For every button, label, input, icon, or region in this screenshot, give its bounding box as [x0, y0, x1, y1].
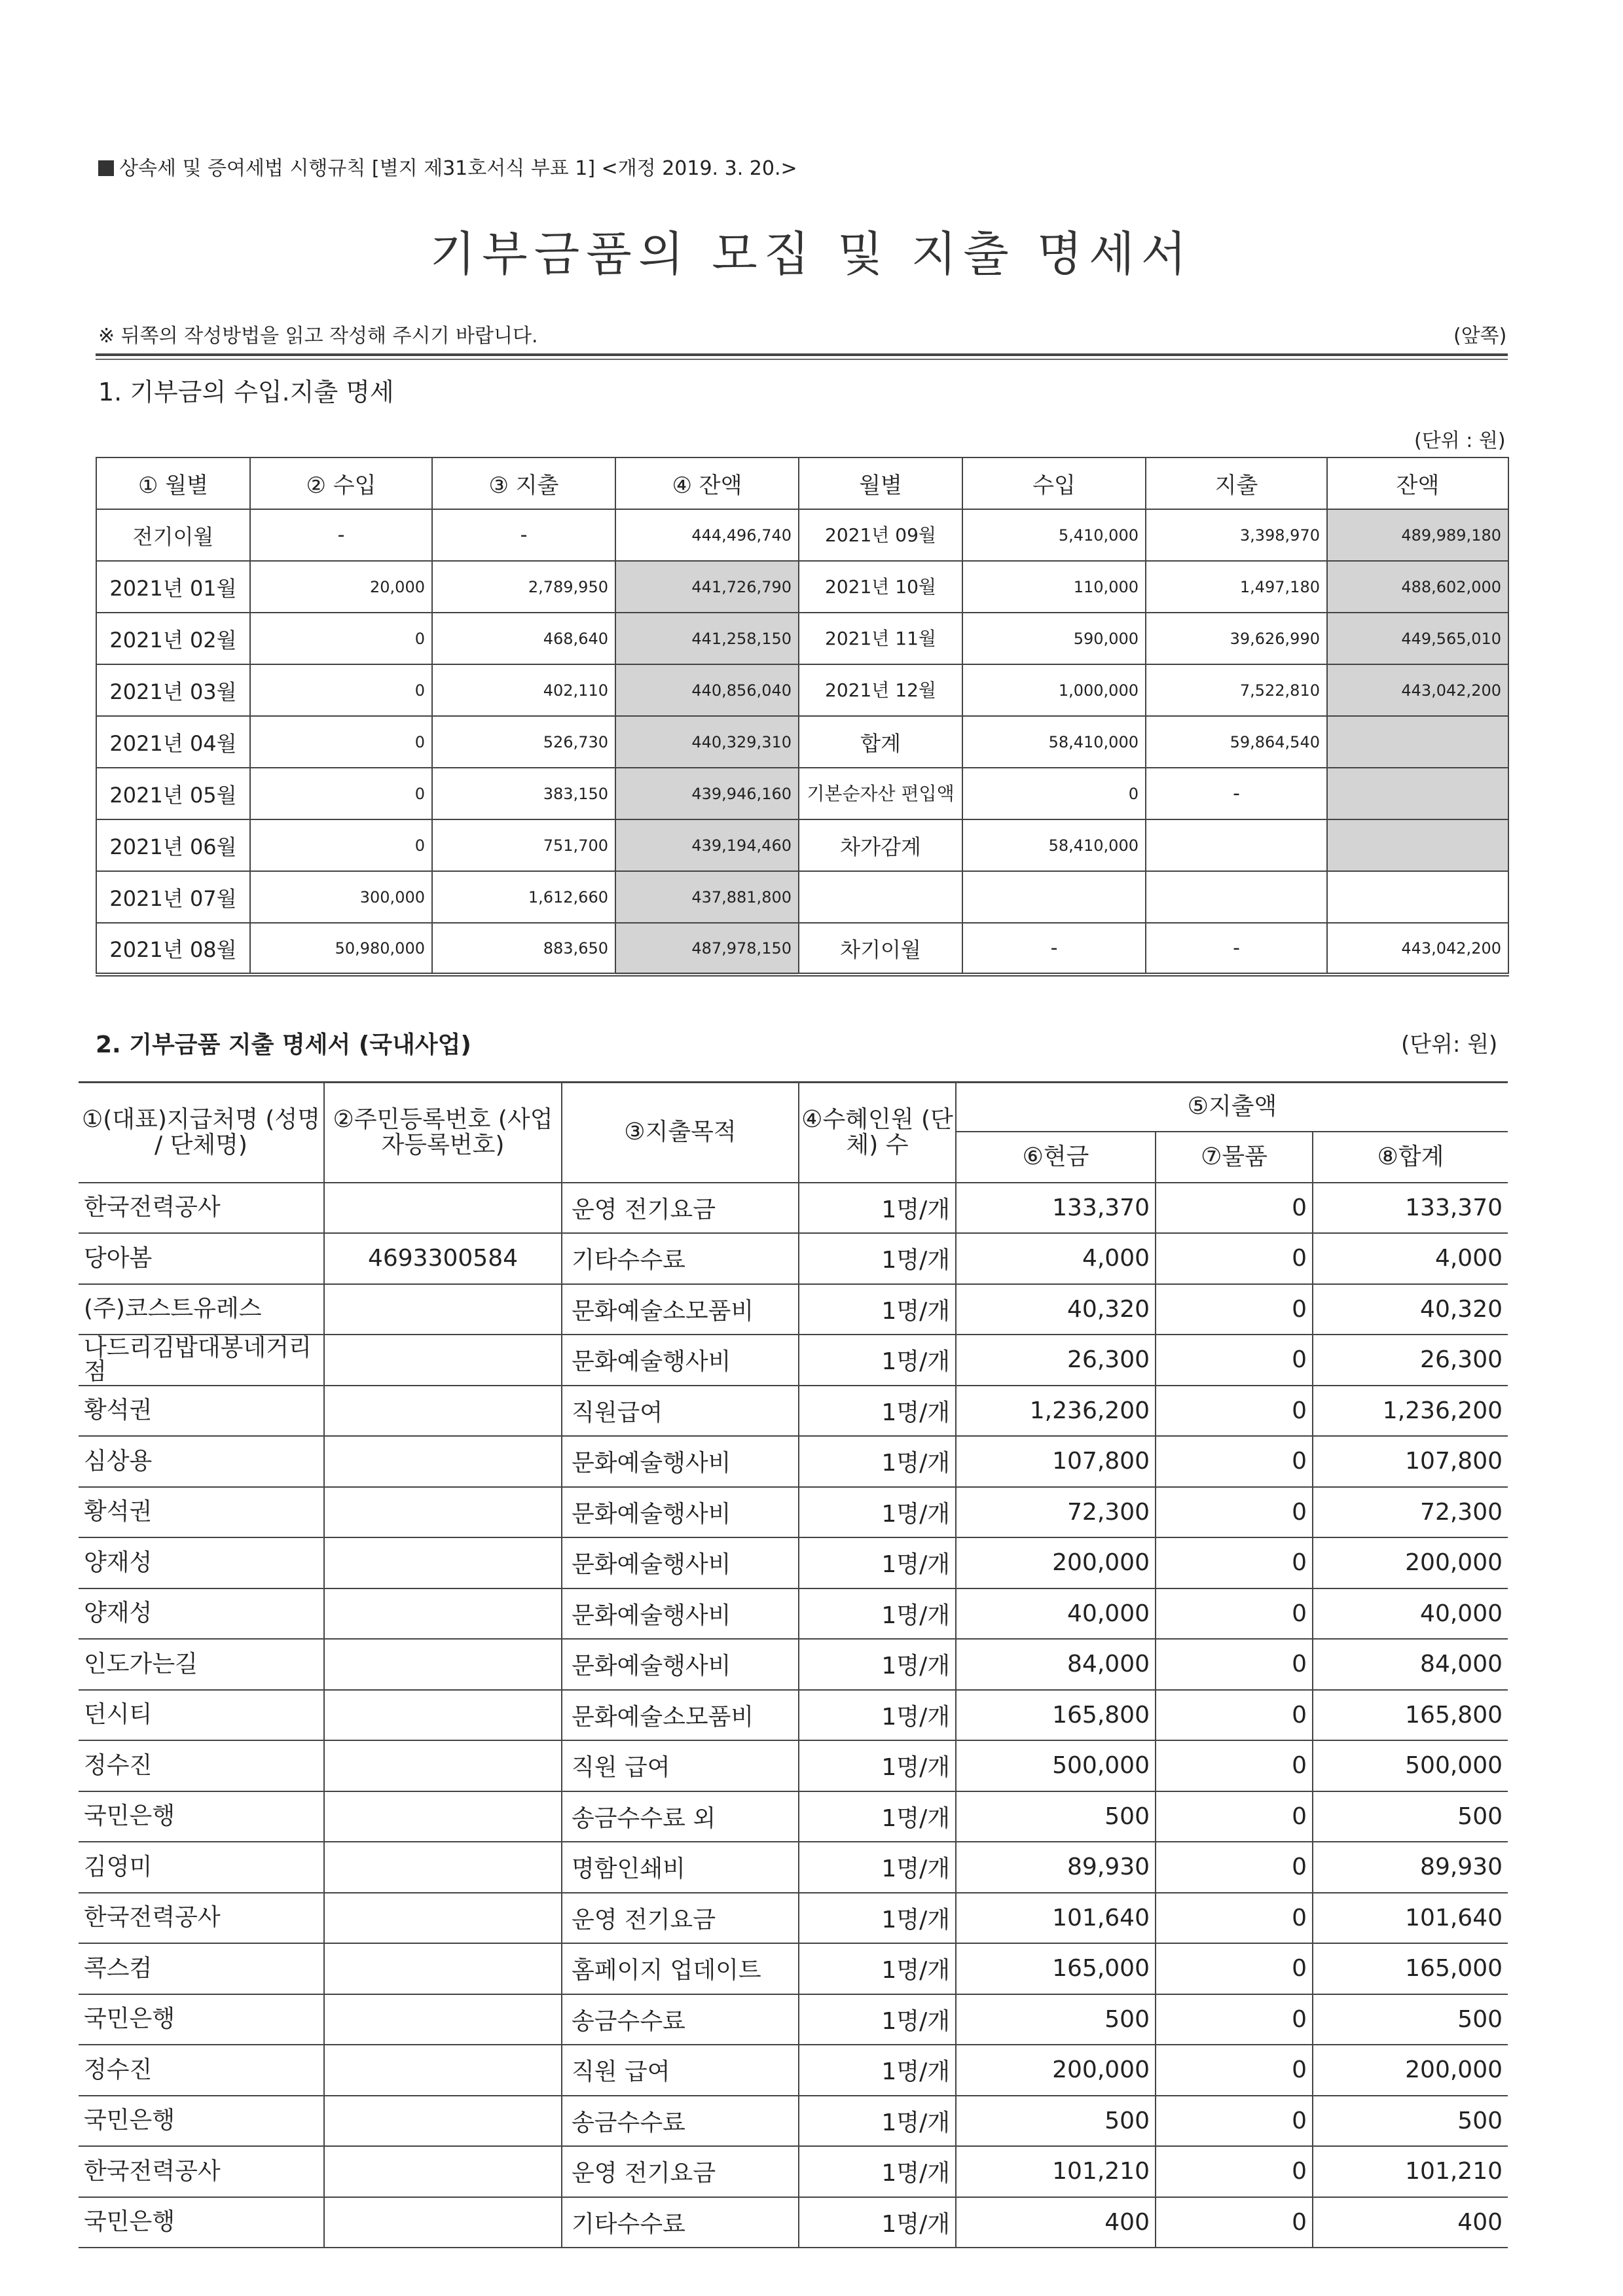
month-cell: 2021년 01월 — [96, 561, 250, 613]
goods-cell: 0 — [1156, 2146, 1313, 2197]
purpose-cell: 홈페이지 업데이트 — [562, 1943, 799, 1994]
total-cell: 500 — [1313, 1791, 1508, 1842]
table-row — [96, 716, 1508, 768]
regno-cell — [324, 1335, 562, 1386]
table-row — [79, 1183, 1508, 1234]
month-cell: 2021년 09월 — [799, 509, 962, 561]
header-divider-thin — [96, 359, 1508, 360]
count-cell: 1명/개 — [799, 1791, 956, 1842]
count-cell: 1명/개 — [799, 1842, 956, 1893]
payee-cell: 한국전력공사 — [79, 2146, 324, 2197]
count-cell: 1명/개 — [799, 1893, 956, 1944]
table-row — [79, 1284, 1508, 1335]
balance-cell: 489,989,180 — [1327, 509, 1508, 561]
income-cell — [962, 871, 1146, 923]
payee-cell: 정수진 — [79, 2045, 324, 2096]
expense-cell: - — [432, 509, 615, 561]
purpose-cell: 송금수수료 — [562, 1994, 799, 2045]
total-cell: 26,300 — [1313, 1335, 1508, 1386]
total-cell: 40,320 — [1313, 1284, 1508, 1335]
payee-cell: 양재성 — [79, 1588, 324, 1640]
goods-cell: 0 — [1156, 1588, 1313, 1640]
table-header-row — [79, 1083, 1508, 1132]
count-cell: 1명/개 — [799, 2096, 956, 2147]
cash-cell: 26,300 — [956, 1335, 1156, 1386]
column-header-goods: ⑦물품 — [1156, 1132, 1313, 1183]
regno-cell — [324, 1842, 562, 1893]
table-row — [96, 923, 1508, 975]
column-header-cash: ⑥현금 — [956, 1132, 1156, 1183]
total-cell: 400 — [1313, 2197, 1508, 2248]
payee-cell: 국민은행 — [79, 2197, 324, 2248]
cash-cell: 400 — [956, 2197, 1156, 2248]
balance-cell: 488,602,000 — [1327, 561, 1508, 613]
cash-cell: 101,210 — [956, 2146, 1156, 2197]
balance-cell — [1327, 819, 1508, 871]
expense-cell: 526,730 — [432, 716, 615, 768]
payee-cell: 국민은행 — [79, 1994, 324, 2045]
payee-cell: 황석권 — [79, 1386, 324, 1437]
section2-heading: 2. 기부금품 지출 명세서 (국내사업) — [96, 1031, 471, 1058]
expense-cell: 59,864,540 — [1146, 716, 1327, 768]
column-header-regno: ②주민등록번호 (사업자등록번호) — [324, 1083, 562, 1183]
count-cell: 1명/개 — [799, 1588, 956, 1640]
total-cell: 4,000 — [1313, 1233, 1508, 1284]
regno-cell — [324, 1183, 562, 1234]
table-header-row — [96, 457, 1508, 509]
income-cell: 5,410,000 — [962, 509, 1146, 561]
expense-cell: 1,612,660 — [432, 871, 615, 923]
purpose-cell: 송금수수료 — [562, 2096, 799, 2147]
income-cell: 0 — [250, 819, 432, 871]
cash-cell: 84,000 — [956, 1639, 1156, 1690]
income-cell: 58,410,000 — [962, 819, 1146, 871]
column-header-total: ⑧합계 — [1313, 1132, 1508, 1183]
expense-cell: 2,789,950 — [432, 561, 615, 613]
regno-cell — [324, 2146, 562, 2197]
cash-cell: 500 — [956, 1994, 1156, 2045]
count-cell: 1명/개 — [799, 1284, 956, 1335]
column-header: ④ 잔액 — [615, 457, 799, 509]
goods-cell: 0 — [1156, 1740, 1313, 1791]
total-cell: 1,236,200 — [1313, 1386, 1508, 1437]
payee-cell: 콕스컴 — [79, 1943, 324, 1994]
payee-cell: 나드리김밥대봉네거리점 — [79, 1335, 324, 1386]
regno-cell — [324, 1487, 562, 1538]
table-row — [79, 1842, 1508, 1893]
page-title: 기부금품의 모집 및 지출 명세서 — [429, 226, 1194, 281]
column-header-payee: ①(대표)지급처명 (성명 / 단체명) — [79, 1083, 324, 1183]
total-cell: 165,000 — [1313, 1943, 1508, 1994]
cash-cell: 4,000 — [956, 1233, 1156, 1284]
table-row — [79, 1436, 1508, 1487]
payee-cell: 황석권 — [79, 1487, 324, 1538]
payee-cell: 심상용 — [79, 1436, 324, 1487]
page-side-label: (앞쪽) — [1453, 325, 1507, 348]
count-cell: 1명/개 — [799, 1233, 956, 1284]
goods-cell: 0 — [1156, 2045, 1313, 2096]
regno-cell — [324, 1943, 562, 1994]
income-cell: 300,000 — [250, 871, 432, 923]
month-cell: 차기이월 — [799, 923, 962, 975]
section1-unit: (단위 : 원) — [1414, 429, 1506, 452]
purpose-cell: 문화예술행사비 — [562, 1537, 799, 1588]
purpose-cell: 문화예술소모품비 — [562, 1284, 799, 1335]
balance-cell: 449,565,010 — [1327, 613, 1508, 664]
column-header-beneficiaries: ④수혜인원 (단체) 수 — [799, 1083, 956, 1183]
total-cell: 133,370 — [1313, 1183, 1508, 1234]
balance-cell: 441,258,150 — [615, 613, 799, 664]
expense-cell: 3,398,970 — [1146, 509, 1327, 561]
purpose-cell: 직원급여 — [562, 1386, 799, 1437]
payee-cell: 정수진 — [79, 1740, 324, 1791]
regno-cell: 4693300584 — [324, 1233, 562, 1284]
balance-cell: 487,978,150 — [615, 923, 799, 975]
total-cell: 165,800 — [1313, 1690, 1508, 1741]
income-cell: 1,000,000 — [962, 664, 1146, 716]
month-cell: 2021년 04월 — [96, 716, 250, 768]
total-cell: 84,000 — [1313, 1639, 1508, 1690]
goods-cell: 0 — [1156, 1791, 1313, 1842]
expense-cell — [1146, 871, 1327, 923]
balance-cell: 437,881,800 — [615, 871, 799, 923]
table-row — [79, 1233, 1508, 1284]
payee-cell: 국민은행 — [79, 2096, 324, 2147]
cash-cell: 101,640 — [956, 1893, 1156, 1944]
count-cell: 1명/개 — [799, 1183, 956, 1234]
purpose-cell: 문화예술행사비 — [562, 1639, 799, 1690]
goods-cell: 0 — [1156, 1893, 1313, 1944]
month-cell: 합계 — [799, 716, 962, 768]
table-row — [79, 2096, 1508, 2147]
table-row — [79, 1386, 1508, 1437]
goods-cell: 0 — [1156, 1284, 1313, 1335]
goods-cell: 0 — [1156, 1842, 1313, 1893]
goods-cell: 0 — [1156, 1386, 1313, 1437]
regno-cell — [324, 1537, 562, 1588]
income-cell: 20,000 — [250, 561, 432, 613]
income-cell: 590,000 — [962, 613, 1146, 664]
count-cell: 1명/개 — [799, 1487, 956, 1538]
table-row — [79, 1639, 1508, 1690]
purpose-cell: 기타수수료 — [562, 1233, 799, 1284]
month-cell: 2021년 05월 — [96, 768, 250, 819]
cash-cell: 133,370 — [956, 1183, 1156, 1234]
count-cell: 1명/개 — [799, 2045, 956, 2096]
count-cell: 1명/개 — [799, 1436, 956, 1487]
section1-heading: 1. 기부금의 수입.지출 명세 — [98, 378, 394, 406]
count-cell: 1명/개 — [799, 1537, 956, 1588]
regno-cell — [324, 2045, 562, 2096]
income-cell: 0 — [250, 716, 432, 768]
total-cell: 500 — [1313, 2096, 1508, 2147]
goods-cell: 0 — [1156, 1943, 1313, 1994]
expense-cell: 7,522,810 — [1146, 664, 1327, 716]
table-row — [79, 1335, 1508, 1386]
total-cell: 200,000 — [1313, 1537, 1508, 1588]
expense-cell: 383,150 — [432, 768, 615, 819]
month-cell: 2021년 03월 — [96, 664, 250, 716]
goods-cell: 0 — [1156, 1233, 1313, 1284]
table-row — [79, 2045, 1508, 2096]
goods-cell: 0 — [1156, 1335, 1313, 1386]
payee-cell: 당아봄 — [79, 1233, 324, 1284]
cash-cell: 107,800 — [956, 1436, 1156, 1487]
income-cell: 50,980,000 — [250, 923, 432, 975]
table-row — [79, 1537, 1508, 1588]
total-cell: 89,930 — [1313, 1842, 1508, 1893]
table-row — [79, 2146, 1508, 2197]
cash-cell: 89,930 — [956, 1842, 1156, 1893]
purpose-cell: 문화예술행사비 — [562, 1335, 799, 1386]
total-cell: 40,000 — [1313, 1588, 1508, 1640]
count-cell: 1명/개 — [799, 1943, 956, 1994]
table-row — [79, 1791, 1508, 1842]
column-header: 지출 — [1146, 457, 1327, 509]
cash-cell: 165,800 — [956, 1690, 1156, 1741]
form-reference-text: 상속세 및 증여세법 시행규칙 [별지 제31호서식 부표 1] <개정 2019. 3. 20.> — [119, 157, 797, 180]
table-row — [79, 1893, 1508, 1944]
month-cell: 차가감계 — [799, 819, 962, 871]
total-cell: 107,800 — [1313, 1436, 1508, 1487]
regno-cell — [324, 1386, 562, 1437]
cash-cell: 500 — [956, 2096, 1156, 2147]
regno-cell — [324, 1284, 562, 1335]
count-cell: 1명/개 — [799, 1690, 956, 1741]
expense-cell: - — [1146, 768, 1327, 819]
column-header-purpose: ③지출목적 — [562, 1083, 799, 1183]
cash-cell: 1,236,200 — [956, 1386, 1156, 1437]
purpose-cell: 직원 급여 — [562, 2045, 799, 2096]
cash-cell: 500,000 — [956, 1740, 1156, 1791]
month-cell: 2021년 06월 — [96, 819, 250, 871]
regno-cell — [324, 1893, 562, 1944]
purpose-cell: 송금수수료 외 — [562, 1791, 799, 1842]
income-cell: 0 — [250, 768, 432, 819]
income-expense-table — [96, 457, 1509, 977]
section2-unit: (단위: 원) — [1401, 1031, 1498, 1058]
goods-cell: 0 — [1156, 2096, 1313, 2147]
regno-cell — [324, 1588, 562, 1640]
count-cell: 1명/개 — [799, 1994, 956, 2045]
balance-cell — [1327, 871, 1508, 923]
expense-cell: - — [1146, 923, 1327, 975]
expenditure-table — [79, 1081, 1508, 2248]
payee-cell: 한국전력공사 — [79, 1183, 324, 1234]
balance-cell: 441,726,790 — [615, 561, 799, 613]
total-cell: 200,000 — [1313, 2045, 1508, 2096]
count-cell: 1명/개 — [799, 1740, 956, 1791]
purpose-cell: 문화예술행사비 — [562, 1487, 799, 1538]
balance-cell: 443,042,200 — [1327, 923, 1508, 975]
balance-cell: 440,856,040 — [615, 664, 799, 716]
regno-cell — [324, 1639, 562, 1690]
column-header: ① 월별 — [96, 457, 250, 509]
goods-cell: 0 — [1156, 2197, 1313, 2248]
goods-cell: 0 — [1156, 1690, 1313, 1741]
column-header: ② 수입 — [250, 457, 432, 509]
regno-cell — [324, 1791, 562, 1842]
balance-cell — [1327, 768, 1508, 819]
header-divider — [96, 353, 1508, 356]
table-row — [96, 768, 1508, 819]
purpose-cell: 운영 전기요금 — [562, 1893, 799, 1944]
payee-cell: 인도가는길 — [79, 1639, 324, 1690]
count-cell: 1명/개 — [799, 1335, 956, 1386]
table-row — [96, 561, 1508, 613]
goods-cell: 0 — [1156, 1994, 1313, 2045]
regno-cell — [324, 1994, 562, 2045]
regno-cell — [324, 2096, 562, 2147]
cash-cell: 200,000 — [956, 2045, 1156, 2096]
balance-cell: 439,194,460 — [615, 819, 799, 871]
month-cell: 2021년 10월 — [799, 561, 962, 613]
purpose-cell: 문화예술소모품비 — [562, 1690, 799, 1741]
cash-cell: 500 — [956, 1791, 1156, 1842]
month-cell: 2021년 02월 — [96, 613, 250, 664]
month-cell: 2021년 07월 — [96, 871, 250, 923]
table-row — [96, 871, 1508, 923]
total-cell: 500 — [1313, 1994, 1508, 2045]
cash-cell: 40,000 — [956, 1588, 1156, 1640]
total-cell: 101,210 — [1313, 2146, 1508, 2197]
table-row — [79, 1943, 1508, 1994]
column-header: 수입 — [962, 457, 1146, 509]
purpose-cell: 직원 급여 — [562, 1740, 799, 1791]
regno-cell — [324, 1740, 562, 1791]
table-row — [79, 2197, 1508, 2248]
payee-cell: 한국전력공사 — [79, 1893, 324, 1944]
column-header: ③ 지출 — [432, 457, 615, 509]
expense-cell — [1146, 819, 1327, 871]
count-cell: 1명/개 — [799, 2146, 956, 2197]
cash-cell: 40,320 — [956, 1284, 1156, 1335]
income-cell: 0 — [250, 664, 432, 716]
income-cell: 58,410,000 — [962, 716, 1146, 768]
month-cell: 기본순자산 편입액 — [799, 768, 962, 819]
table-row — [96, 613, 1508, 664]
purpose-cell: 기타수수료 — [562, 2197, 799, 2248]
month-cell: 전기이월 — [96, 509, 250, 561]
purpose-cell: 문화예술행사비 — [562, 1436, 799, 1487]
month-cell: 2021년 08월 — [96, 923, 250, 975]
table-row — [79, 1994, 1508, 2045]
payee-cell: 던시티 — [79, 1690, 324, 1741]
expense-cell: 468,640 — [432, 613, 615, 664]
balance-cell: 439,946,160 — [615, 768, 799, 819]
payee-cell: 국민은행 — [79, 1791, 324, 1842]
month-cell — [799, 871, 962, 923]
count-cell: 1명/개 — [799, 1639, 956, 1690]
balance-cell: 440,329,310 — [615, 716, 799, 768]
expense-cell: 39,626,990 — [1146, 613, 1327, 664]
goods-cell: 0 — [1156, 1183, 1313, 1234]
count-cell: 1명/개 — [799, 2197, 956, 2248]
balance-cell: 443,042,200 — [1327, 664, 1508, 716]
square-bullet-icon — [98, 160, 114, 176]
table-row — [79, 1487, 1508, 1538]
goods-cell: 0 — [1156, 1436, 1313, 1487]
purpose-cell: 문화예술행사비 — [562, 1588, 799, 1640]
payee-cell: 양재성 — [79, 1537, 324, 1588]
income-cell: 110,000 — [962, 561, 1146, 613]
table-row — [79, 1690, 1508, 1741]
total-cell: 101,640 — [1313, 1893, 1508, 1944]
balance-cell: 444,496,740 — [615, 509, 799, 561]
table-row — [79, 1740, 1508, 1791]
cash-cell: 165,000 — [956, 1943, 1156, 1994]
income-cell: 0 — [250, 613, 432, 664]
purpose-cell: 운영 전기요금 — [562, 1183, 799, 1234]
form-reference — [98, 152, 797, 181]
regno-cell — [324, 2197, 562, 2248]
payee-cell: (주)코스트유레스 — [79, 1284, 324, 1335]
table-row — [96, 819, 1508, 871]
total-cell: 500,000 — [1313, 1740, 1508, 1791]
writing-guide-note: ※ 뒤쪽의 작성방법을 읽고 작성해 주시기 바랍니다. — [98, 325, 538, 348]
table-row — [96, 664, 1508, 716]
table-row — [79, 1588, 1508, 1640]
purpose-cell: 운영 전기요금 — [562, 2146, 799, 2197]
month-cell: 2021년 12월 — [799, 664, 962, 716]
column-header-amount: ⑤지출액 — [956, 1083, 1508, 1132]
table-row — [96, 509, 1508, 561]
cash-cell: 72,300 — [956, 1487, 1156, 1538]
income-cell: 0 — [962, 768, 1146, 819]
month-cell: 2021년 11월 — [799, 613, 962, 664]
expense-cell: 751,700 — [432, 819, 615, 871]
expense-cell: 1,497,180 — [1146, 561, 1327, 613]
goods-cell: 0 — [1156, 1639, 1313, 1690]
income-cell: - — [250, 509, 432, 561]
goods-cell: 0 — [1156, 1487, 1313, 1538]
regno-cell — [324, 1690, 562, 1741]
payee-cell: 김영미 — [79, 1842, 324, 1893]
balance-cell — [1327, 716, 1508, 768]
goods-cell: 0 — [1156, 1537, 1313, 1588]
purpose-cell: 명함인쇄비 — [562, 1842, 799, 1893]
column-header: 월별 — [799, 457, 962, 509]
income-cell: - — [962, 923, 1146, 975]
regno-cell — [324, 1436, 562, 1487]
expense-cell: 883,650 — [432, 923, 615, 975]
column-header: 잔액 — [1327, 457, 1508, 509]
expense-cell: 402,110 — [432, 664, 615, 716]
cash-cell: 200,000 — [956, 1537, 1156, 1588]
total-cell: 72,300 — [1313, 1487, 1508, 1538]
count-cell: 1명/개 — [799, 1386, 956, 1437]
